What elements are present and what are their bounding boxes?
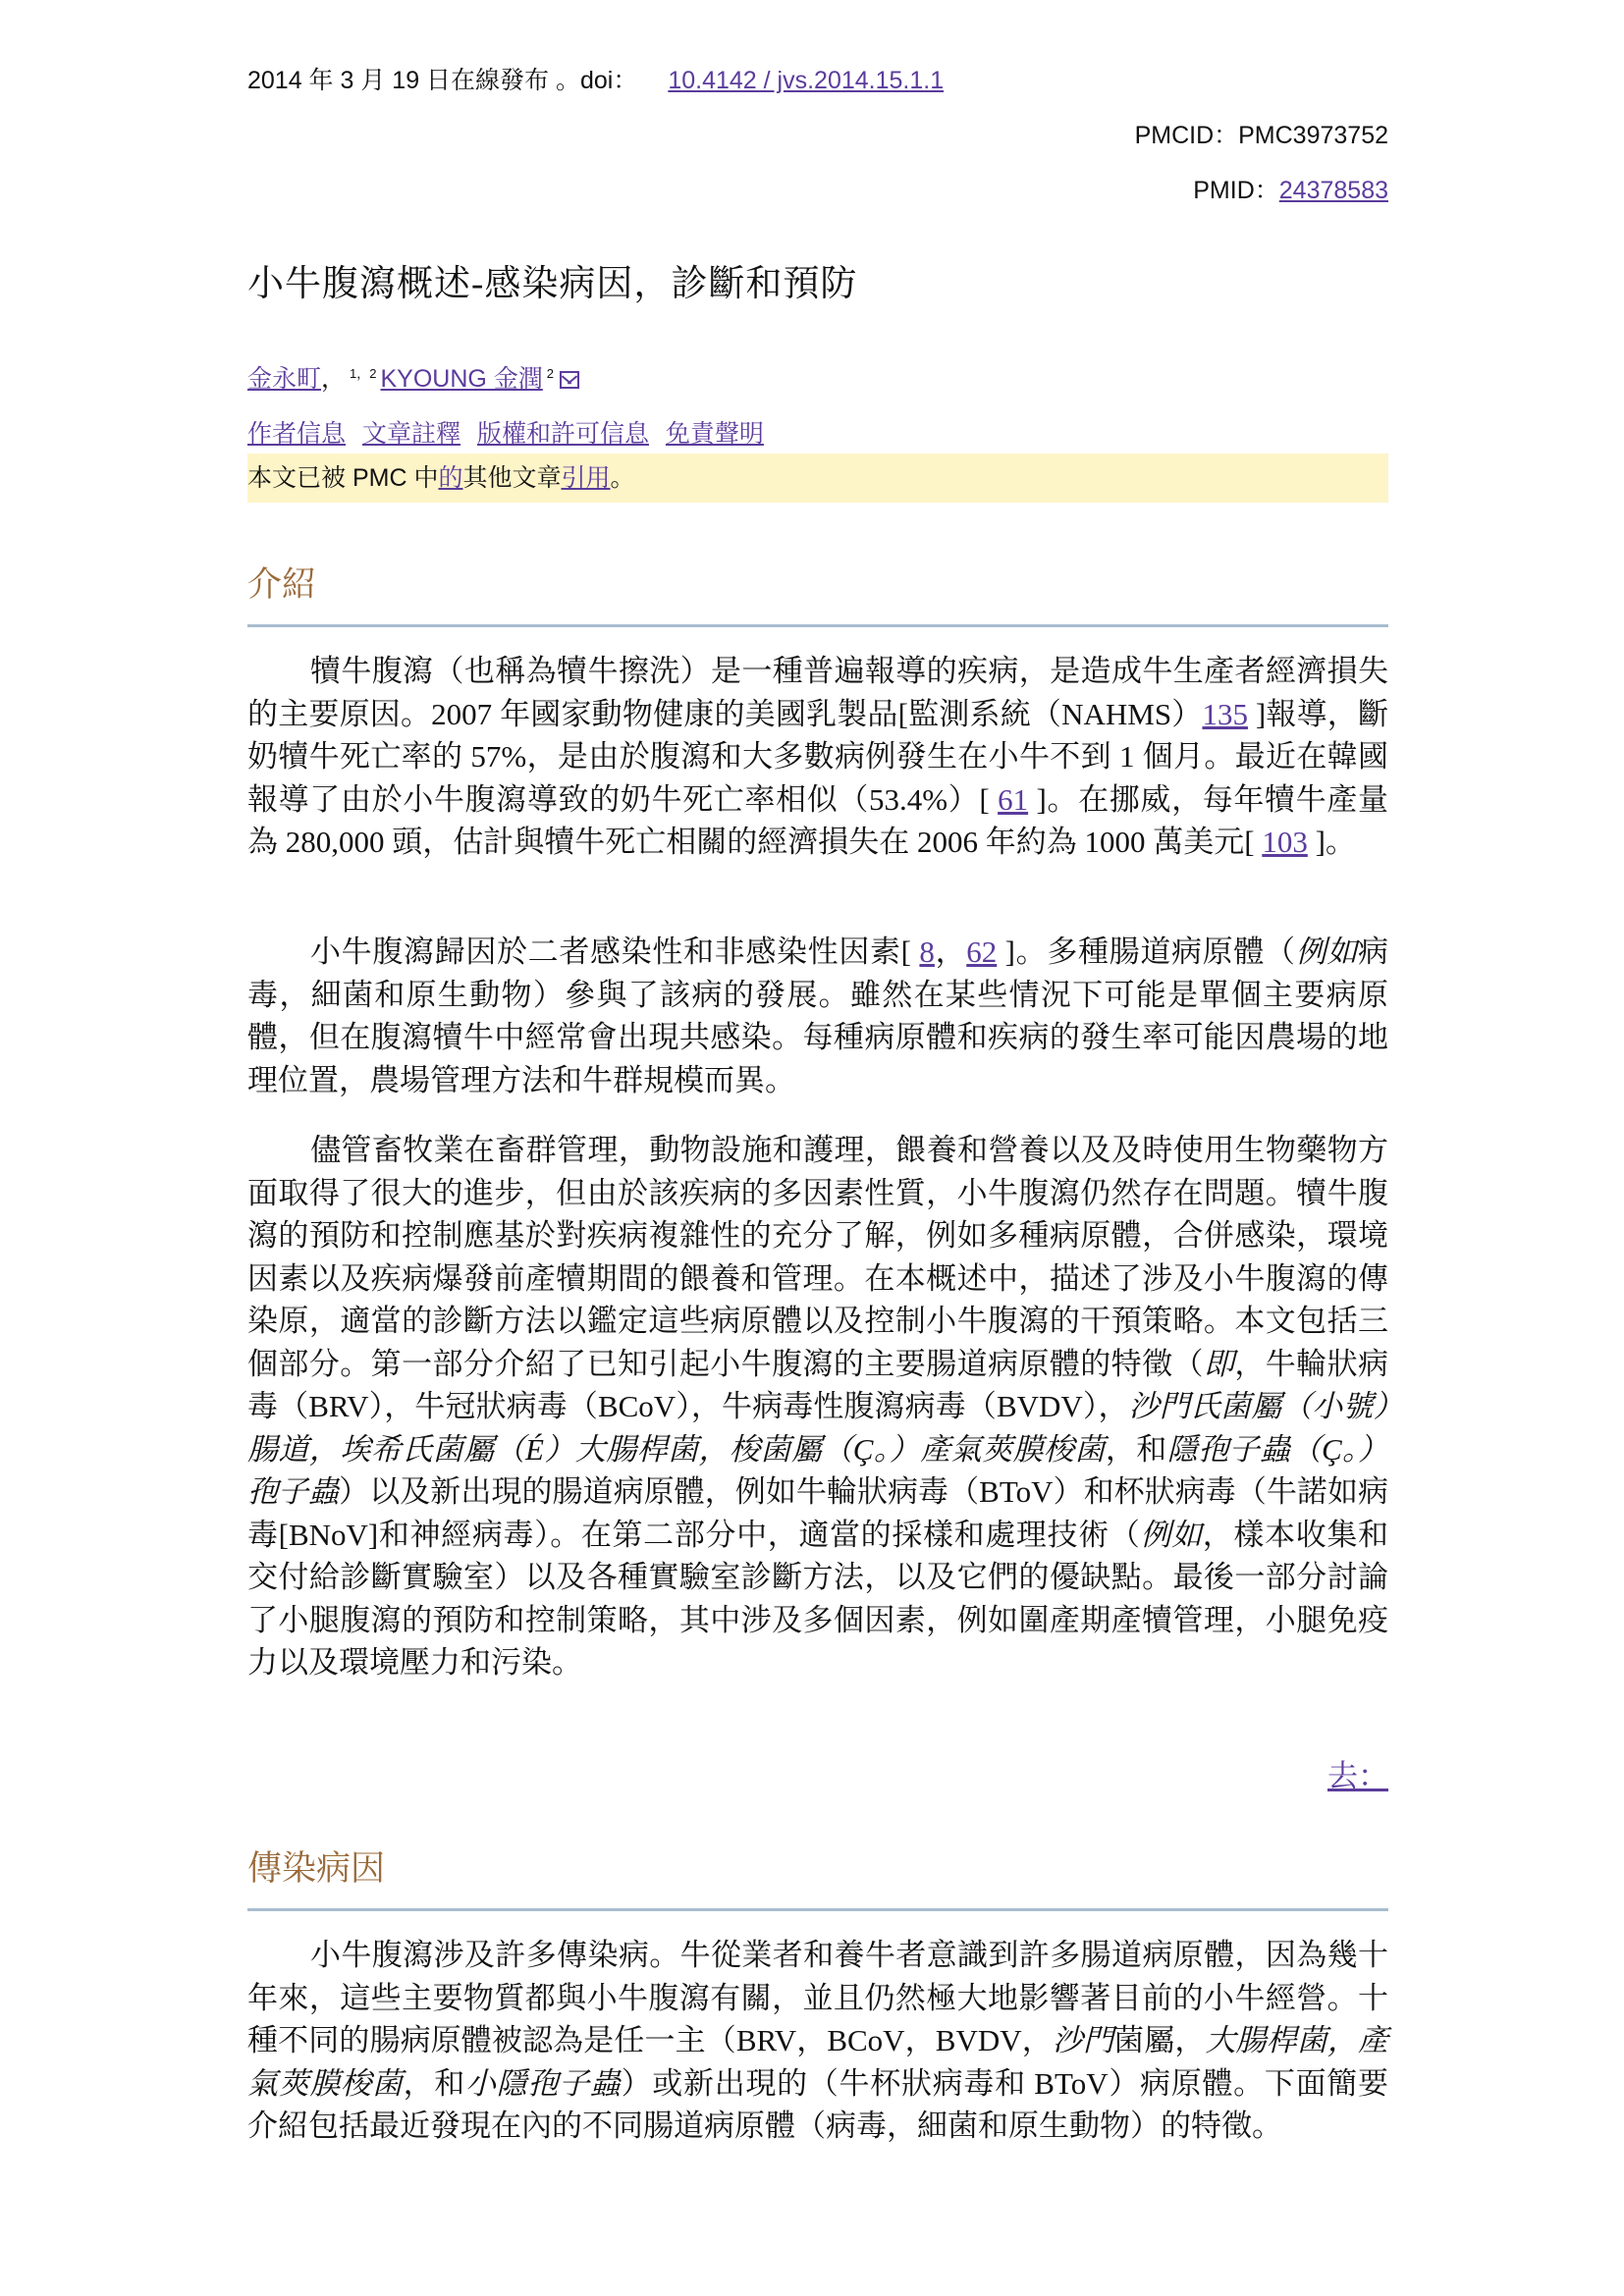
ref-link-61[interactable]: 61 (998, 781, 1029, 817)
etiology-heading: 傳染病因 (247, 1849, 386, 1888)
italic-text: 例如 (1140, 1517, 1203, 1552)
cited-prefix: 本文已被 PMC 中 (247, 464, 439, 492)
copyright-link[interactable]: 版權和許可信息 (476, 420, 649, 448)
author-link-1[interactable]: 金永町 (247, 365, 322, 393)
goto-link[interactable]: 去： (1327, 1759, 1388, 1793)
italic-text: 即 (1203, 1346, 1235, 1381)
intro-paragraph-3 (247, 1129, 1388, 1684)
cited-link-1[interactable]: 的 (438, 464, 463, 492)
cited-suffix: 。 (610, 464, 635, 492)
text-run: 儘管畜牧業在畜群管理，動物設施和護理，餵養和營養以及及時使用生物藥物方面取得了很大的進步，但由於該疾病的多因素性質，小牛腹瀉仍然存在問題。犢牛腹瀉的預防和控制應基於對疾病複雜性的充分了解，例如多種病原體，合併感染，環境因素以及疾病爆發前產犢期間的餵養和管理。在本概述中，描述了涉及小牛腹瀉的傳染原，適當的診斷方法以鑑定這些病原體以及控制小牛腹瀉的干預策略。本文包括三個部分。第一部分介紹了已知引起小牛腹瀉的主要腸道病原體的特徵（ (247, 1133, 1388, 1381)
author-info-link[interactable]: 作者信息 (247, 420, 347, 448)
intro-divider (247, 624, 1388, 627)
author-separator: ， (321, 365, 347, 393)
article-info-links (247, 414, 774, 450)
doi-link[interactable]: 10.4142 / jvs.2014.15.1.1 (668, 67, 945, 94)
intro-paragraph-1 (247, 650, 1388, 864)
ref-link-135[interactable]: 135 (1202, 696, 1248, 731)
intro-heading: 介紹 (247, 565, 317, 604)
italic-text: 大腸桿菌，產氣莢膜梭菌 (247, 2023, 1389, 2101)
pmid-label: PMID： (1193, 177, 1279, 204)
italic-text: 沙門 (1052, 2023, 1114, 2057)
text-run: ]。 (1307, 825, 1356, 859)
publication-info (247, 61, 944, 96)
article-notes-link[interactable]: 文章註釋 (361, 420, 460, 448)
text-run: ， (934, 934, 967, 969)
article-title: 小牛腹瀉概述-感染病因，診斷和預防 (247, 264, 858, 304)
etiology-divider (247, 1908, 1388, 1911)
italic-text: 例如 (1295, 934, 1359, 969)
text-run: ，和 (403, 2065, 465, 2101)
author-list (247, 359, 579, 395)
text-run: 菌屬， (1113, 2023, 1206, 2057)
pmcid: PMCID：PMC3973752 (1134, 122, 1388, 149)
cited-link-2[interactable]: 引用 (561, 464, 611, 492)
text-run: 小牛腹瀉涉及許多傳染病。牛從業者和養牛者意識到許多腸道病原體，因為幾十年來，這些主要物質都與小牛腹瀉有關，並且仍然極大地影響著目前的小牛經營。十種不同的腸病原體被認為是任一主（BRV，BCoV，BVDV， (247, 1938, 1388, 2057)
cited-by-notice (247, 454, 1388, 503)
text-run: ]報導，斷奶犢牛死亡率的 57%，是由於腹瀉和大多數病例發生在小牛不到 1 個月。最近在韓國報導了由於小牛腹瀉導致的奶牛死亡率相似（53.4%）[ (247, 696, 1388, 817)
author-affiliation-sup: 1，2 (350, 365, 377, 381)
disclaimer-link[interactable]: 免責聲明 (665, 420, 764, 448)
etiology-paragraph-1 (247, 1934, 1388, 2148)
ref-link-103[interactable]: 103 (1262, 825, 1308, 859)
author2-affiliation-sup: 2 (546, 365, 555, 381)
text-run: ]。在挪威，每年犢牛產量為 280,000 頭，估計與犢牛死亡相關的經濟損失在 2006 年約為 1000 萬美元[ (247, 781, 1388, 859)
email-icon[interactable] (560, 371, 579, 389)
text-run: ，牛輪狀病毒（BRV），牛冠狀病毒（BCoV），牛病毒性腹瀉病毒（BVDV）， (247, 1346, 1389, 1423)
text-run: 病毒，細菌和原生動物）參與了該病的發展。雖然在某些情況下可能是單個主要病原體，但在腹瀉犢牛中經常會出現共感染。每種病原體和疾病的發生率可能因農場的地理位置，農場管理方法和牛群規模而異。 (247, 934, 1389, 1097)
italic-text: 小隱孢子蟲 (465, 2065, 622, 2101)
cited-middle: 其他文章 (462, 464, 562, 492)
ref-link-8[interactable]: 8 (919, 934, 935, 969)
italic-text: 隱孢子蟲（Ç。）孢子蟲 (247, 1431, 1389, 1509)
text-run: ，和 (1105, 1431, 1167, 1467)
text-run: ）以及新出現的腸道病原體，例如牛輪狀病毒（BToV）和杯狀病毒（牛諾如病毒[BNoV]和神經病毒）。在第二部分中，適當的採樣和處理技術（ (247, 1474, 1389, 1552)
italic-text: 沙門氏菌屬（小號）腸道，埃希氏菌屬（É）大腸桿菌，梭菌屬（Ç。）產氣莢膜梭菌 (247, 1389, 1389, 1467)
text-run: ）或新出現的（牛杯狀病毒和 BToV）病原體。下面簡要介紹包括最近發現在內的不同腸道病原體（病毒，細菌和原生動物）的特徵。 (247, 2065, 1389, 2143)
text-run: 小牛腹瀉歸因於二者感染性和非感染性因素[ (310, 934, 920, 969)
pmid-link[interactable]: 24378583 (1278, 177, 1388, 204)
text-run: ，樣本收集和交付給診斷實驗室）以及各種實驗室診斷方法，以及它們的優缺點。最後一部分討論了小腿腹瀉的預防和控制策略，其中涉及多個因素，例如圍產期產犢管理，小腿免疫力以及環境壓力和污染。 (247, 1517, 1389, 1680)
intro-paragraph-2 (247, 931, 1388, 1101)
text-run: 犢牛腹瀉（也稱為犢牛擦洗）是一種普遍報導的疾病，是造成牛生產者經濟損失的主要原因。2007 年國家動物健康的美國乳製品[監測系統（NAHMS） (247, 654, 1388, 731)
pmid-line (1193, 171, 1388, 206)
published-date: 2014 年 3 月 19 日在線發布 。doi： (247, 67, 638, 94)
author-link-2[interactable]: KYOUNG 金潤 (380, 365, 543, 393)
text-run: ]。多種腸道病原體（ (997, 934, 1296, 969)
ref-link-62[interactable]: 62 (966, 934, 998, 969)
